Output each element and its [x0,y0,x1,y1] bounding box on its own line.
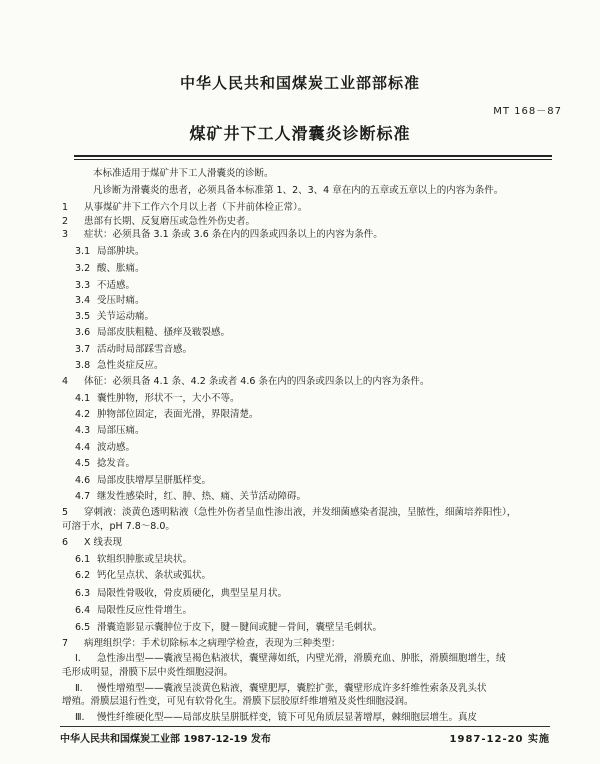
body-line [93,185,503,197]
clause-number: 4 [62,375,69,387]
clause-text: 体征：必须具备 4.1 条、4.2 条或者 4.6 条在内的四条或四条以上的内容为条件。 [84,375,430,387]
body-line [75,570,211,582]
body-line [75,327,230,339]
body-line [62,667,233,679]
clause-number: 4.5 [75,457,91,469]
body-line [75,280,135,292]
body-line [62,229,383,241]
clause-number: Ⅰ. [75,653,81,665]
body-line [75,344,192,356]
clause-number: Ⅱ. [75,683,83,694]
clause-number: 4.4 [75,441,91,453]
body-line [93,168,274,180]
body-line [62,216,255,228]
body-line [75,442,135,454]
clause-text: 不适感。 [97,279,136,291]
header-rule-thin [74,159,552,160]
clause-number: 3.2 [75,263,91,274]
footer-issued: 中华人民共和国煤炭工业部 1987-12-19 发布 [60,734,271,745]
clause-text: 毛形成明显，滑膜下层中炎性细胞浸润。 [62,666,234,678]
clause-text: 局部皮肤粗糙、搔痒及皲裂感。 [97,327,231,339]
clause-text: 可溶于水，pH 7.8～8.0。 [62,520,175,532]
clause-text: 局部压痛。 [97,424,145,436]
clause-text: 凡诊断为滑囊炎的患者，必须具备本标准第 1、2、3、4 章在内的五章或五章以上的内容为条件。 [93,184,504,196]
body-line [75,475,211,487]
standard-number: MT 168－87 [493,106,562,117]
clause-number: 4.7 [75,490,91,502]
clause-text: 慢性纤维硬化型——局部皮肤呈胼胝样变，镜下可见角质层显著增厚，棘细胞层增生。真皮 [97,712,478,723]
clause-text: 本标准适用于煤矿井下工人滑囊炎的诊断。 [93,168,274,179]
body-line [75,393,240,405]
clause-text: 症状：必须具备 3.1 条或 3.6 条在内的四条或四条以上的内容为条件。 [84,229,383,241]
clause-number: 6.1 [75,554,91,566]
clause-text: 受压时痛。 [97,295,145,307]
clause-text: 肿物部位固定，表面光滑，界限清楚。 [97,408,259,420]
body-line [75,246,145,258]
clause-number: 5 [62,506,69,518]
clause-number: 3.8 [75,360,91,372]
clause-number: 6.3 [75,588,91,600]
clause-number: 4.2 [75,408,91,420]
body-line [62,696,414,708]
body-line [62,507,516,519]
document-title: 煤矿井下工人滑囊炎诊断标准 [189,124,411,143]
body-line [75,360,164,372]
body-line [75,712,477,724]
body-line [75,588,287,600]
footer-rule [60,726,550,727]
clause-text: 局部皮肤增厚呈胼胝样变。 [97,474,212,486]
body-line [75,653,506,665]
header-rule-thick [74,155,552,157]
body-line [75,409,259,421]
body-line [75,622,382,634]
clause-text: 活动时局部踩雪音感。 [97,344,193,356]
body-line [75,683,487,695]
clause-text: 囊性肿物，形状不一，大小不等。 [97,392,240,404]
body-line [75,554,192,566]
clause-text: 局限性骨吸收，骨皮质硬化，典型呈星月状。 [97,588,288,600]
clause-text: 酸、胀痛。 [97,263,145,274]
body-line [62,521,175,533]
clause-number: 3.3 [75,279,91,291]
clause-text: 软组织肿胀或呈块状。 [97,554,193,566]
body-line [62,537,122,549]
body-line [62,202,307,214]
clause-text: 滑囊造影显示囊肿位于皮下，腱－腱间或腱－骨间，囊壁呈毛刺状。 [97,621,383,633]
clause-text: 急性炎症反应。 [97,360,164,372]
body-line [75,311,154,323]
clause-number: 3.7 [75,344,91,356]
clause-number: 6.2 [75,570,91,582]
clause-text: 关节运动痛。 [97,311,155,323]
clause-text: 增殖。滑膜层退行性变，可见有软骨化生。滑膜下层胶原纤维增殖及炎性细胞浸润。 [62,695,414,707]
issuer-heading: 中华人民共和国煤炭工业部部标准 [179,74,420,92]
clause-text: 病理组织学：手术切除标本之病理学检查，表现为三种类型： [84,638,341,649]
clause-number: 3 [62,229,69,241]
body-line [75,295,145,307]
clause-text: 局部肿块。 [97,246,145,258]
clause-number: 4.1 [75,392,91,404]
body-line [75,458,135,470]
clause-text: 急性渗出型——囊液呈褐色粘液状，囊壁薄如纸，内壁光滑，滑膜充血、肿胀，滑膜细胞增生，绒 [97,653,506,665]
clause-number: 7 [62,638,69,649]
body-line [75,425,145,437]
clause-number: 6.4 [75,605,91,616]
clause-number: 4.6 [75,474,91,486]
clause-text: 患部有长期、反复磨压或急性外伤史者。 [84,215,256,227]
clause-text: 局限性反应性骨增生。 [97,605,193,616]
clause-text: 波动感。 [97,441,136,453]
clause-number: 3.5 [75,311,91,323]
clause-number: 4.3 [75,424,91,436]
body-line [62,376,429,388]
clause-text: 钙化呈点状、条状或弧状。 [97,570,212,582]
clause-number: 6.5 [75,621,91,633]
clause-number: Ⅲ. [75,712,85,723]
footer-effective: 1987-12-20 实施 [449,734,550,745]
clause-text: 穿刺液：淡黄色透明粘液（急性外伤者呈血性渗出液，并发细菌感染者混浊，呈脓性，细菌培养阳性）， [84,506,517,518]
body-line [75,605,192,617]
clause-text: 捻发音。 [97,457,136,469]
clause-number: 3.1 [75,246,91,258]
clause-number: 3.4 [75,295,91,307]
clause-text: 继发性感染时，红、肿、热、痛、关节活动障碍。 [97,490,307,502]
body-line [75,491,306,503]
clause-number: 6 [62,537,69,549]
clause-number: 1 [62,201,69,213]
clause-number: 3.6 [75,327,91,339]
body-line [75,263,145,275]
clause-text: 从事煤矿井下工作六个月以上者（下井前体检正常）。 [84,201,308,213]
clause-text: X 线表现 [84,537,123,549]
clause-number: 2 [62,215,69,227]
body-line [62,638,341,650]
clause-text: 慢性增殖型——囊液呈淡黄色粘液，囊壁肥厚，囊腔扩张，囊壁形成许多纤维性索条及乳头状 [97,683,487,694]
